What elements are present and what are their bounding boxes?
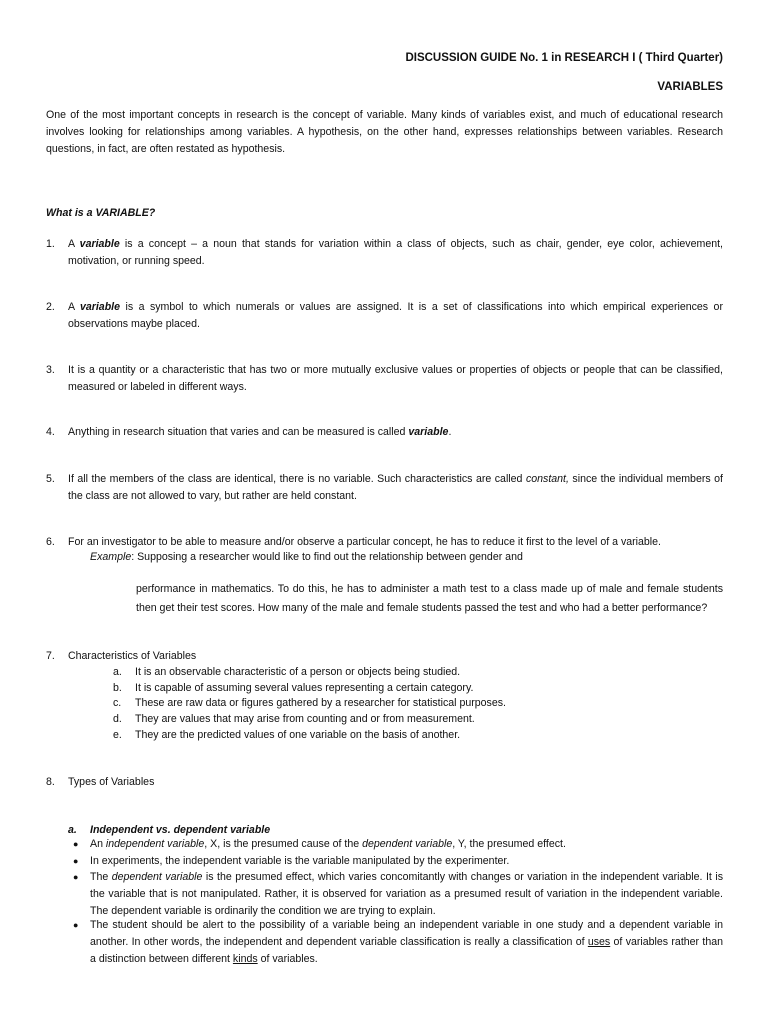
subsection-heading-independent-dependent: a. Independent vs. dependent variable [68, 824, 271, 836]
list-item-2: 2. A variable is a symbol to which numerals or values are assigned. It is a set of classifications into which empirical experiences or observations maybe placed. [46, 301, 723, 330]
list-number: 1. [46, 238, 55, 250]
list-item-4: 4. Anything in research situation that varies and can be measured is called variable. [46, 424, 723, 441]
example-line: Example: Supposing a researcher would like to find out the relationship between gender and [90, 551, 523, 563]
bullet-icon: ● [73, 856, 79, 866]
bullet-icon: ● [73, 872, 79, 882]
list-item-6: 6. For an investigator to be able to measure and/or observe a particular concept, he has to reduce it first to the level of a variable. [46, 534, 723, 551]
list-item-5: 5. If all the members of the class are identical, there is no variable. Such characteristics are called constant, since the individual members of the class are not allowed to vary, but rather are held constant. [46, 473, 723, 502]
list-number: 3. [46, 364, 55, 376]
bullet-item: ● The dependent variable is the presumed effect, which varies concomitantly with changes or variation in the independent variable. It is the variable that is not manipulated. Rather, it is observed for variation as a presumed result of variation in the independent variable. The dependent variable is ordinarily the condition we are trying to explain. [73, 871, 723, 917]
document-title: DISCUSSION GUIDE No. 1 in RESEARCH I ( Third Quarter) [405, 52, 723, 64]
list-item-7: 7. Characteristics of Variables [46, 648, 723, 665]
characteristic-item: e. They are the predicted values of one variable on the basis of another. [113, 729, 461, 741]
bullet-icon: ● [73, 920, 79, 930]
list-number: 8. [46, 776, 55, 788]
list-item-8: 8. Types of Variables [46, 774, 723, 791]
bullet-item: ● The student should be alert to the possibility of a variable being an independent variable in one study and a dependent variable in another. In other words, the independent and dependent variable classification is really a classification of uses of variables rather than a distinction between different kinds of variables. [73, 919, 724, 965]
characteristic-item: d. They are values that may arise from counting and or from measurement. [113, 713, 475, 725]
list-number: 5. [46, 473, 55, 485]
characteristic-item: c. These are raw data or figures gathered by a researcher for statistical purposes. [113, 697, 506, 709]
example-continuation: performance in mathematics. To do this, he has to administer a math test to a class made up of male and female students then get their test scores. How many of the male and female students passed the test and who had a better performance? [136, 583, 723, 614]
list-item-3: 3. It is a quantity or a characteristic that has two or more mutually exclusive values or properties of objects or people that can be classified, measured or labeled in different ways. [46, 364, 723, 393]
list-number: 6. [46, 536, 55, 548]
document-subtitle: VARIABLES [657, 81, 723, 93]
characteristic-item: b. It is capable of assuming several values representing a certain category. [113, 682, 474, 694]
characteristic-item: a. It is an observable characteristic of a person or objects being studied. [113, 666, 461, 678]
list-number: 7. [46, 650, 55, 662]
bullet-item: ● In experiments, the independent variable is the variable manipulated by the experimenter. [90, 853, 723, 870]
list-item-1: 1. A variable is a concept – a noun that stands for variation within a class of objects, such as chair, gender, eye color, achievement, motivation, or running speed. [46, 238, 723, 267]
list-number: 2. [46, 301, 55, 313]
example-label: Example [90, 551, 132, 563]
bullet-icon: ● [73, 839, 79, 849]
bullet-item: ● An independent variable, X, is the presumed cause of the dependent variable, Y, the presumed effect. [90, 836, 723, 853]
section-heading-what-is-variable: What is a VARIABLE? [46, 207, 156, 219]
list-number: 4. [46, 426, 55, 438]
intro-paragraph: One of the most important concepts in research is the concept of variable. Many kinds of variables exist, and much of educational research involves looking for relationships among variables. A hypothesis, on the other hand, expresses relationships between variables. Research questions, in fact, are often restated as hypothesis. [46, 109, 723, 155]
